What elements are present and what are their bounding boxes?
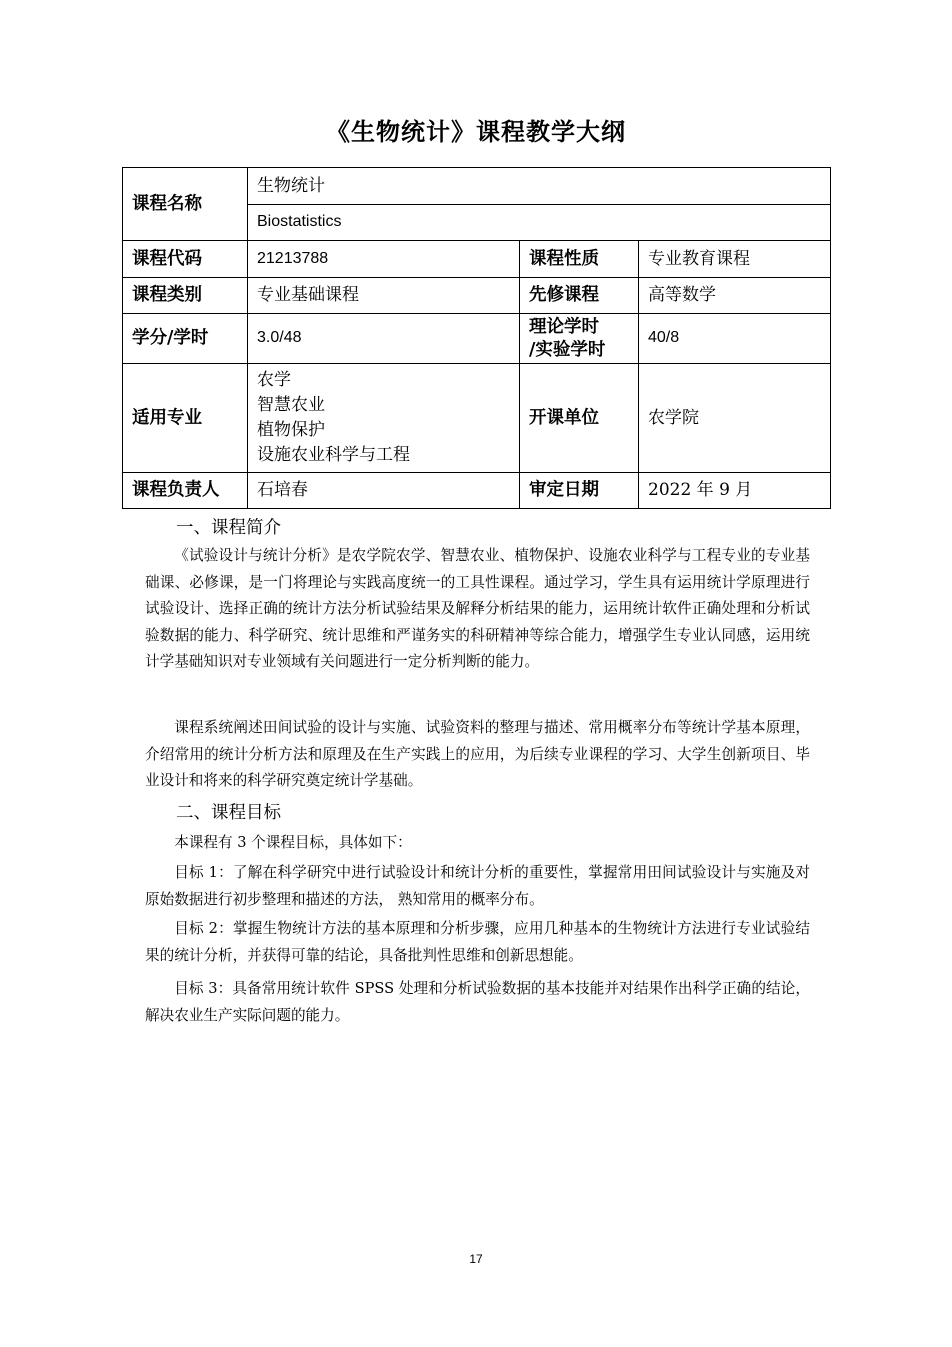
course-code: 21213788 [248,241,520,278]
course-category: 专业基础课程 [248,278,520,314]
intro-paragraph: 《试验设计与统计分析》是农学院农学、智慧农业、植物保护、设施农业科学与工程专业的专业基础课、必修课，是一门将理论与实践高度统一的工具性课程。通过学习，学生具有运用统计学原理进行试验设计、选择正确的统计方法分析试验结果及解释分析结果的能力，运用统计软件正确处理和分析试验数据的能力、科学研究、统计思维和严谨务实的科研精神等综合能力，增强学生专业认同感，运用统计学基础知识对专业领域有关问题进行一定分析判断的能力。 [145,547,810,670]
theory-lab-label-line2: /实验学时 [529,339,606,360]
theory-lab-label-line1: 理论学时 [529,316,599,337]
intro-paragraph: 课程系统阐述田间试验的设计与实施、试验资料的整理与描述、常用概率分布等统计学基本原理，介绍常用的统计分析方法和原理及在生产实践上的应用，为后续专业课程的学习、大学生创新项目、毕业设计和将来的科学研究奠定统计学基础。 [145,719,810,789]
section-heading-goals: 二、课程目标 [176,803,281,823]
course-info-table [122,167,831,509]
theory-lab-label [520,314,639,364]
major-item: 农学 [257,370,291,390]
goals-paragraph: 本课程有 3 个课程目标，具体如下： [174,834,412,851]
majors-label: 适用专业 [123,364,248,473]
table-row [123,364,831,473]
course-name-en: Biostatistics [248,205,831,241]
goals-paragraph: 目标 3：具备常用统计软件 SPSS 处理和分析试验数据的基本技能并对结果作出科学正确的结论，解决农业生产实际问题的能力。 [145,980,810,1024]
course-category-label: 课程类别 [123,278,248,314]
goals-paragraph: 目标 1：了解在科学研究中进行试验设计和统计分析的重要性，掌握常用田间试验设计与实施及对原始数据进行初步整理和描述的方法， 熟知常用的概率分布。 [145,864,810,908]
goals-paragraph: 目标 2：掌握生物统计方法的基本原理和分析步骤，应用几种基本的生物统计方法进行专业试验结果的统计分析，并获得可靠的结论，具备批判性思维和创新思想能。 [145,920,810,964]
course-name-cn: 生物统计 [248,168,831,205]
department: 农学院 [639,364,831,473]
course-nature: 专业教育课程 [639,241,831,278]
table-row [123,241,831,278]
prerequisite: 高等数学 [639,278,831,314]
lead: 石培春 [248,473,520,509]
lead-label: 课程负责人 [123,473,248,509]
theory-lab: 40/8 [639,314,831,364]
major-item: 智慧农业 [257,395,325,415]
credits-label: 学分/学时 [123,314,248,364]
major-item: 植物保护 [257,420,325,440]
document-title: 《生物统计》课程教学大纲 [326,118,626,146]
department-label: 开课单位 [520,364,639,473]
table-row [123,473,831,509]
prerequisite-label: 先修课程 [520,278,639,314]
table-row [123,168,831,205]
major-item: 设施农业科学与工程 [257,445,410,465]
page-number: 17 [469,1252,483,1266]
course-nature-label: 课程性质 [520,241,639,278]
table-row [123,278,831,314]
review-date: 2022 年 9 月 [639,473,831,509]
review-date-label: 审定日期 [520,473,639,509]
table-row [123,314,831,364]
section-heading-intro: 一、课程简介 [176,518,281,538]
course-code-label: 课程代码 [123,241,248,278]
course-name-label: 课程名称 [123,168,248,241]
majors-list [248,364,520,473]
credits: 3.0/48 [248,314,520,364]
